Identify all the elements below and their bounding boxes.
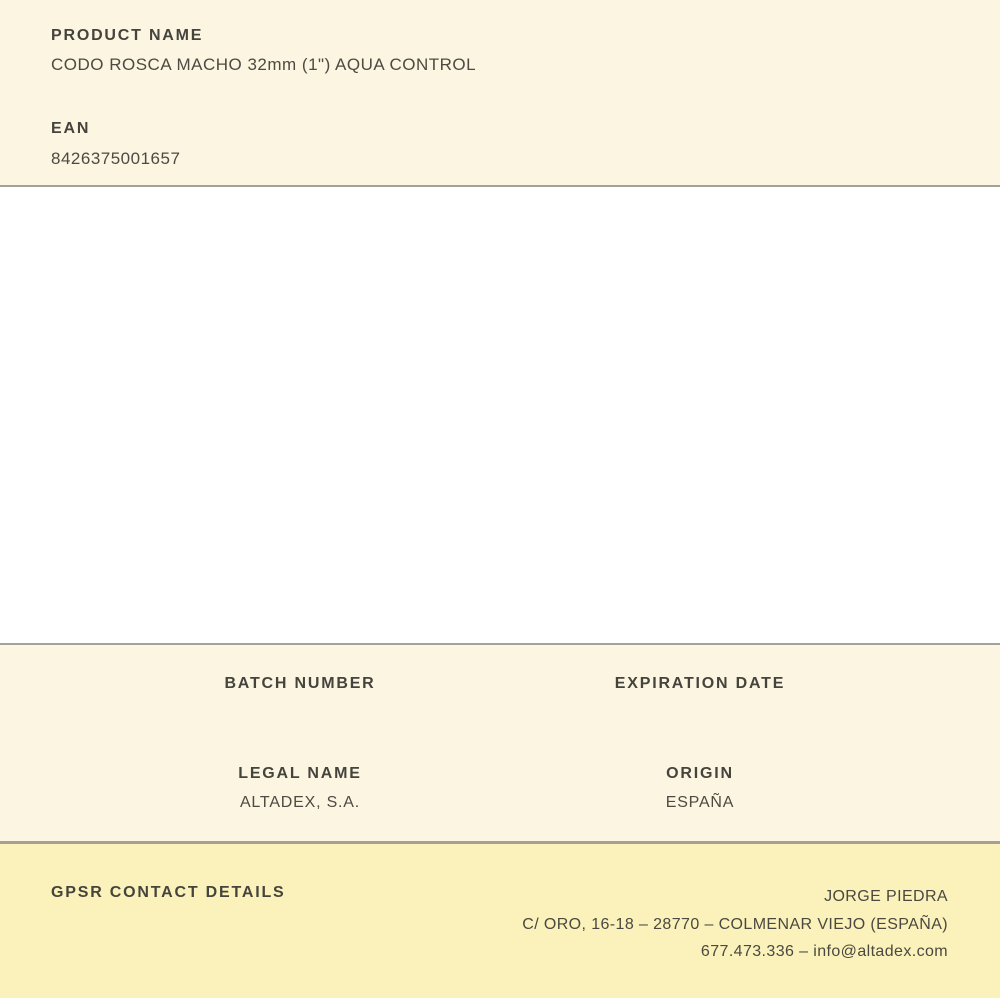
gpsr-contact-section [0, 844, 1000, 998]
legal-origin-row [100, 764, 900, 812]
contact-name: JORGE PIEDRA [824, 888, 948, 905]
product-header-section [0, 0, 1000, 187]
ean-label: EAN [51, 120, 91, 138]
expiration-date-cell [500, 674, 900, 693]
legal-name-value: ALTADEX, S.A. [239, 794, 361, 812]
batch-number-label: BATCH NUMBER [224, 675, 376, 692]
batch-expiration-row [100, 674, 900, 693]
origin-cell [500, 764, 900, 812]
product-name-field [51, 26, 949, 75]
product-name-label: PRODUCT NAME [51, 27, 204, 44]
batch-info-section [0, 645, 1000, 844]
origin-label: ORIGIN [666, 765, 734, 783]
gpsr-contact-title: GPSR CONTACT DETAILS [51, 884, 286, 901]
legal-name-cell [100, 764, 500, 812]
ean-field [51, 119, 949, 168]
product-image-area [0, 187, 1000, 645]
batch-number-cell [100, 674, 500, 693]
contact-address: C/ ORO, 16-18 – 28770 – COLMENAR VIEJO (ESPAÑA) [522, 915, 948, 933]
contact-phone-email: 677.473.336 – info@altadex.com [700, 943, 948, 960]
ean-value: 8426375001657 [51, 148, 181, 168]
legal-name-label: LEGAL NAME [238, 765, 362, 783]
contact-details-block [522, 883, 948, 966]
expiration-date-label: EXPIRATION DATE [614, 675, 786, 692]
product-name-value: CODO ROSCA MACHO 32mm (1") AQUA CONTROL [51, 55, 477, 75]
origin-value: ESPAÑA [665, 794, 735, 812]
